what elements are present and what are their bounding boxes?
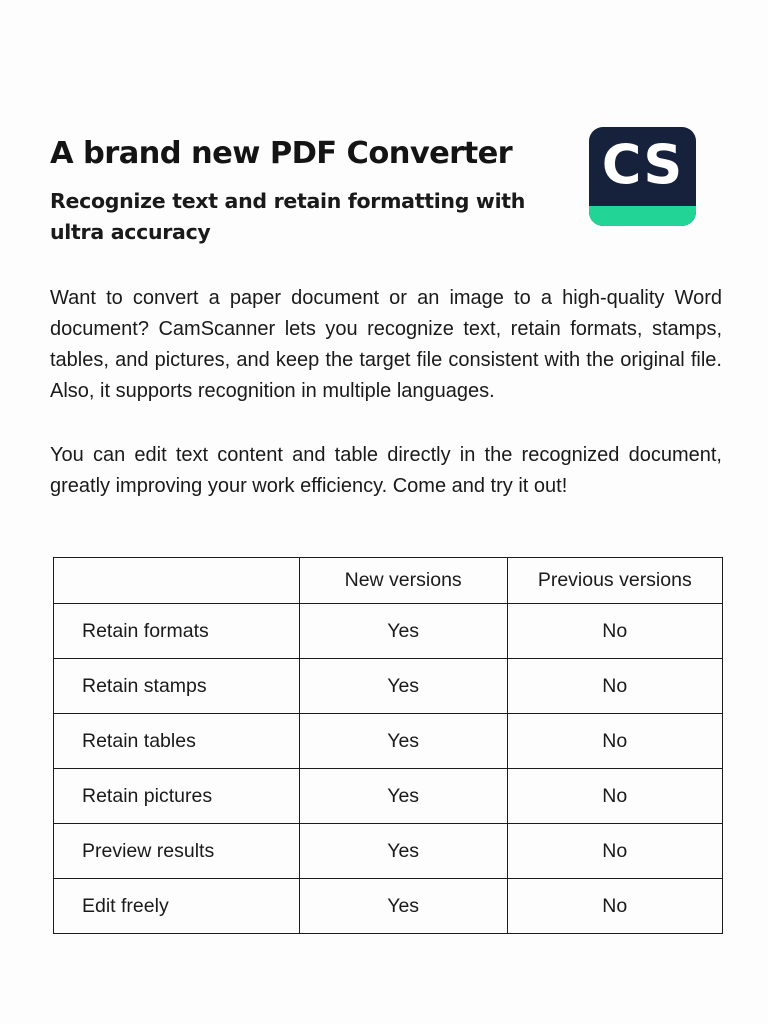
previous-version-cell: No [507,659,722,714]
previous-version-cell: No [507,879,722,934]
new-version-cell: Yes [299,824,507,879]
page-title: A brand new PDF Converter [50,136,513,171]
new-version-cell: Yes [299,879,507,934]
table-header-row [54,558,723,604]
table-row [54,769,723,824]
feature-cell: Retain stamps [54,659,300,714]
table-header-feature [54,558,300,604]
table-row [54,824,723,879]
new-version-cell: Yes [299,604,507,659]
new-version-cell: Yes [299,714,507,769]
feature-cell: Retain tables [54,714,300,769]
table-row [54,714,723,769]
table-row [54,879,723,934]
table-row [54,659,723,714]
new-version-cell: Yes [299,659,507,714]
previous-version-cell: No [507,604,722,659]
logo-text: CS [601,133,684,196]
page-subtitle: Recognize text and retain formatting with ultra accuracy [50,189,526,244]
feature-cell: Preview results [54,824,300,879]
new-version-cell: Yes [299,769,507,824]
camscanner-logo [589,127,696,226]
previous-version-cell: No [507,824,722,879]
logo-accent-stripe [589,206,696,226]
feature-cell: Retain formats [54,604,300,659]
table-header-previous-versions: Previous versions [507,558,722,604]
intro-paragraph: Want to convert a paper document or an image to a high-quality Word document? CamScanner lets you recognize text, retain formats, stamps, tables, and pictures, and keep the target file consistent with the original file. Also, it supports recognition in multiple languages. [50,287,722,402]
previous-version-cell: No [507,714,722,769]
table-header-new-versions: New versions [299,558,507,604]
previous-version-cell: No [507,769,722,824]
edit-paragraph: You can edit text content and table directly in the recognized document, greatly improving your work efficiency. Come and try it out! [50,444,722,497]
feature-cell: Retain pictures [54,769,300,824]
version-comparison-table [53,557,723,934]
feature-cell: Edit freely [54,879,300,934]
table-row [54,604,723,659]
